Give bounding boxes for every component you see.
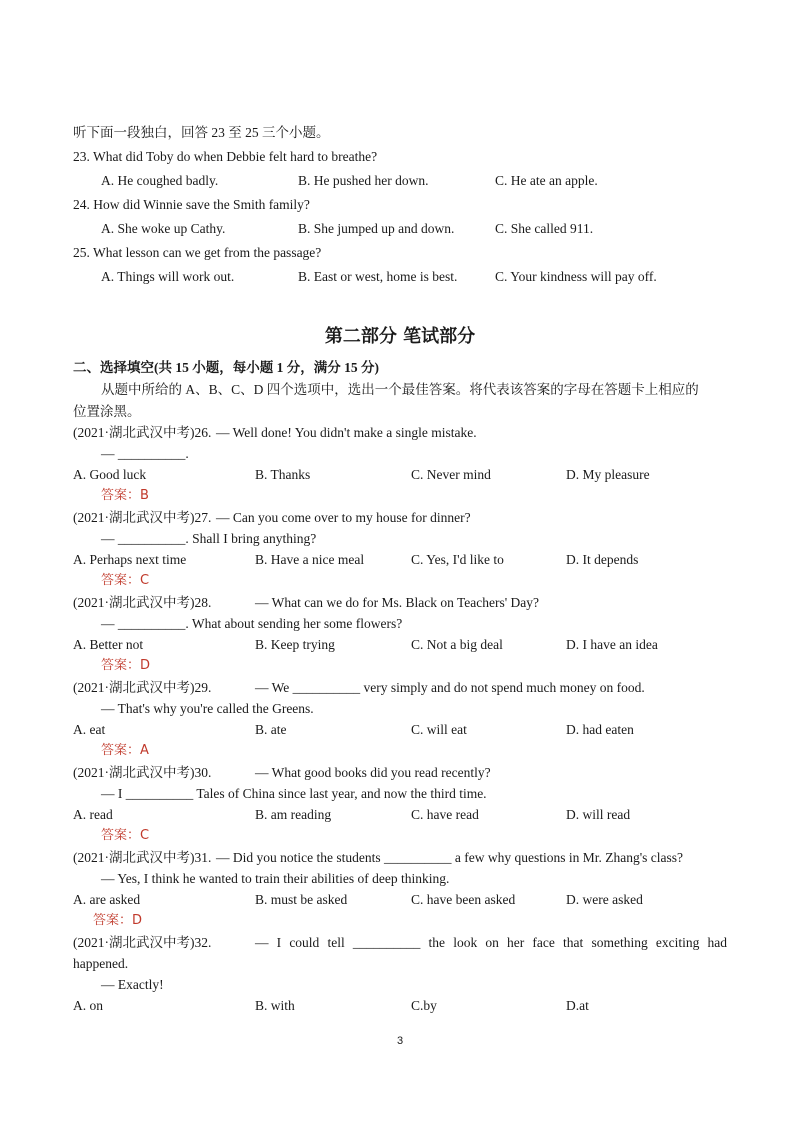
item-28-source: (2021·湖北武汉中考)28. <box>73 595 212 610</box>
item-27-line1: — Can you come over to my house for dinner? <box>216 510 471 525</box>
item-31-answer: 答案：D <box>93 913 143 928</box>
item-26-option-b: B. Thanks <box>255 467 311 482</box>
part2-title: 第二部分 笔试部分 <box>324 326 476 347</box>
item-31-option-d: D. were asked <box>566 892 643 907</box>
item-28-line1: — What can we do for Ms. Black on Teachers' Day? <box>255 595 540 610</box>
item-26-line2: — __________. <box>101 446 189 461</box>
instruction-line1: 从题中所给的 A、B、C、D 四个选项中，选出一个最佳答案。将代表该答案的字母在答题卡上相应的 <box>101 382 699 397</box>
item-31-option-c: C. have been asked <box>411 892 516 907</box>
q25-option-a: A. Things will work out. <box>101 269 235 284</box>
question-23: 23. What did Toby do when Debbie felt hard to breathe? <box>73 149 378 164</box>
item-29-line2: — That's why you're called the Greens. <box>101 701 314 716</box>
page-number: 3 <box>396 1035 404 1047</box>
item-26-source: (2021·湖北武汉中考)26. <box>73 425 212 440</box>
section-heading: 二、选择填空(共 15 小题，每小题 1 分，满分 15 分) <box>73 360 379 375</box>
item-28-option-d: D. I have an idea <box>566 637 658 652</box>
item-28-option-a: A. Better not <box>73 637 144 652</box>
q24-option-a: A. She woke up Cathy. <box>101 221 226 236</box>
item-31-line2: — Yes, I think he wanted to train their abilities of deep thinking. <box>101 871 450 886</box>
item-30-option-a: A. read <box>73 807 113 822</box>
item-32-line1: — I could tell __________ the look on her face that something exciting had <box>255 935 727 950</box>
q23-option-c: C. He ate an apple. <box>495 173 598 188</box>
item-30-source: (2021·湖北武汉中考)30. <box>73 765 212 780</box>
item-28-line2: — __________. What about sending her some flowers? <box>101 616 403 631</box>
item-26-option-c: C. Never mind <box>411 467 491 482</box>
item-28-answer: 答案：D <box>101 658 151 673</box>
item-29-option-d: D. had eaten <box>566 722 634 737</box>
item-26-option-a: A. Good luck <box>73 467 147 482</box>
item-30-option-d: D. will read <box>566 807 631 822</box>
item-32-line1b: happened. <box>73 956 129 971</box>
item-32-option-a: A. on <box>73 998 103 1013</box>
q25-option-b: B. East or west, home is best. <box>298 269 458 284</box>
item-29-source: (2021·湖北武汉中考)29. <box>73 680 212 695</box>
item-30-line2: — I __________ Tales of China since last year, and now the third time. <box>101 786 487 801</box>
item-26-line1: — Well done! You didn't make a single mistake. <box>216 425 477 440</box>
item-28-option-c: C. Not a big deal <box>411 637 503 652</box>
instruction-line2: 位置涂黑。 <box>73 404 141 419</box>
item-31-source: (2021·湖北武汉中考)31. <box>73 850 212 865</box>
item-31-line1: — Did you notice the students __________ a few why questions in Mr. Zhang's class? <box>216 850 683 865</box>
item-31-option-a: A. are asked <box>73 892 141 907</box>
item-30-answer: 答案：C <box>101 828 150 843</box>
item-32-line2: — Exactly! <box>101 977 164 992</box>
item-26-option-d: D. My pleasure <box>566 467 650 482</box>
listening-intro: 听下面一段独白，回答 23 至 25 三个小题。 <box>73 125 330 140</box>
item-27-option-b: B. Have a nice meal <box>255 552 365 567</box>
q24-option-b: B. She jumped up and down. <box>298 221 455 236</box>
item-30-option-b: B. am reading <box>255 807 332 822</box>
q24-option-c: C. She called 911. <box>495 221 594 236</box>
item-29-answer: 答案：A <box>101 743 149 758</box>
item-27-line2: — __________. Shall I bring anything? <box>101 531 317 546</box>
item-29-option-a: A. eat <box>73 722 106 737</box>
item-29-line1: — We __________ very simply and do not spend much money on food. <box>255 680 645 695</box>
item-27-option-a: A. Perhaps next time <box>73 552 187 567</box>
item-27-answer: 答案：C <box>101 573 150 588</box>
q25-option-c: C. Your kindness will pay off. <box>495 269 657 284</box>
item-29-option-b: B. ate <box>255 722 287 737</box>
item-29-option-c: C. will eat <box>411 722 467 737</box>
item-32-option-b: B. with <box>255 998 295 1013</box>
q23-option-a: A. He coughed badly. <box>101 173 219 188</box>
item-26-answer: 答案：B <box>101 488 149 503</box>
item-32-source: (2021·湖北武汉中考)32. <box>73 935 212 950</box>
item-28-option-b: B. Keep trying <box>255 637 335 652</box>
item-32-option-d: D.at <box>566 998 589 1013</box>
item-27-source: (2021·湖北武汉中考)27. <box>73 510 212 525</box>
question-25: 25. What lesson can we get from the passage? <box>73 245 322 260</box>
item-27-option-c: C. Yes, I'd like to <box>411 552 504 567</box>
item-30-line1: — What good books did you read recently? <box>255 765 491 780</box>
item-32-option-c: C.by <box>411 998 437 1013</box>
question-24: 24. How did Winnie save the Smith family? <box>73 197 310 212</box>
q23-option-b: B. He pushed her down. <box>298 173 429 188</box>
item-27-option-d: D. It depends <box>566 552 639 567</box>
item-31-option-b: B. must be asked <box>255 892 348 907</box>
item-30-option-c: C. have read <box>411 807 479 822</box>
